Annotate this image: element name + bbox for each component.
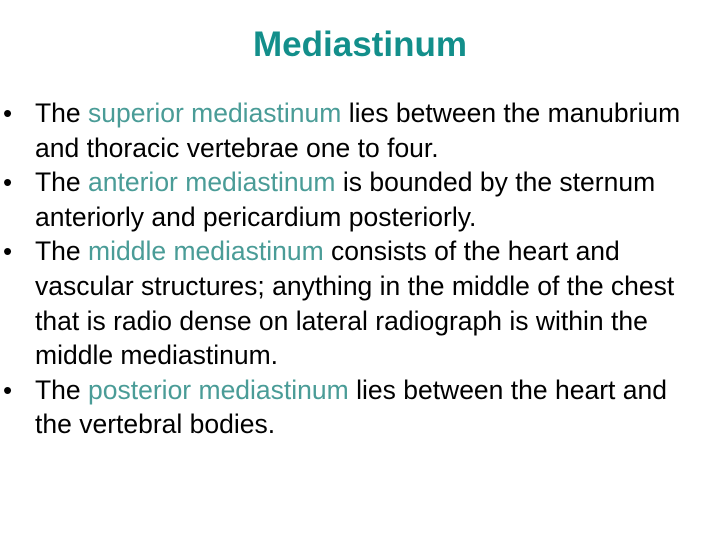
bullet-dot-icon: •	[3, 167, 13, 198]
bullet-text-before: The	[35, 374, 89, 405]
bullet-list	[0, 96, 720, 442]
bullet-text-after: is bounded by the sternum anteriorly and pericardium posteriorly.	[35, 167, 656, 232]
bullet-text-before: The	[35, 167, 89, 198]
term-posterior-mediastinum: posterior mediastinum	[88, 374, 349, 405]
bullet-posterior-mediastinum	[0, 373, 720, 442]
bullet-middle-mediastinum	[0, 234, 720, 372]
bullet-text-before: The	[35, 98, 89, 128]
bullet-dot-icon: •	[3, 98, 13, 128]
bullet-text-after: lies between the heart and the vertebral bodies.	[35, 374, 667, 440]
bullet-text-after: consists of the heart and vascular structures; anything in the middle of the chest that is radio dense on lateral radiograph is within the middle mediastinum.	[35, 236, 675, 371]
bullet-anterior-mediastinum	[0, 165, 720, 234]
bullet-dot-icon: •	[3, 236, 13, 267]
term-anterior-mediastinum: anterior mediastinum	[88, 167, 336, 198]
term-superior-mediastinum: superior mediastinum	[88, 98, 342, 128]
bullet-text-after: lies between the manubrium and thoracic vertebrae one to four.	[35, 98, 681, 163]
slide-title: Mediastinum	[253, 25, 467, 64]
bullet-text-before: The	[35, 236, 89, 267]
term-middle-mediastinum: middle mediastinum	[88, 236, 324, 267]
bullet-dot-icon: •	[3, 374, 13, 405]
bullet-superior-mediastinum	[0, 96, 720, 165]
